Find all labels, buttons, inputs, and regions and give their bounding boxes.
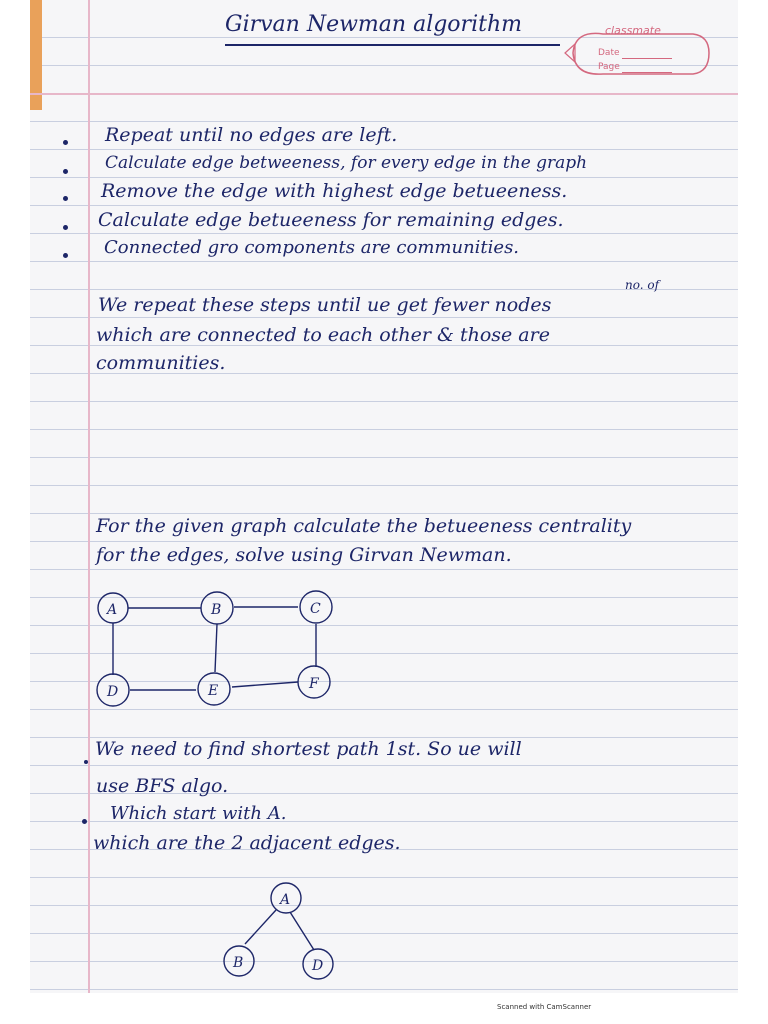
note-line: use BFS algo.	[96, 775, 229, 797]
node-label: F	[309, 676, 319, 692]
node-label: D	[312, 958, 324, 974]
paragraph-line: We repeat these steps until ue get fewer nodes	[98, 294, 552, 316]
step-item: Repeat until no edges are left.	[105, 124, 398, 146]
edge-a-b-small	[245, 910, 276, 944]
problem-line: for the edges, solve using Girvan Newman.	[96, 544, 512, 566]
step-item: Calculate edge betweeness, for every edge in the graph	[105, 153, 588, 173]
page-title: Girvan Newman algorithm	[225, 12, 522, 37]
paragraph-line: communities.	[96, 352, 226, 374]
paragraph-line: which are connected to each other & those are	[96, 324, 550, 346]
edge-b-e	[215, 624, 217, 672]
annotation: no. of	[625, 278, 660, 292]
note-line: Which start with A.	[110, 803, 287, 824]
date-label: Date	[598, 48, 620, 58]
step-item: Remove the edge with highest edge betueeness.	[101, 180, 568, 202]
scanner-credit: Scanned with CamScanner	[497, 1003, 592, 1011]
node-label: A	[280, 892, 291, 908]
node-label: E	[208, 683, 219, 699]
bullet-dot	[82, 819, 87, 824]
node-label: B	[233, 955, 244, 971]
step-item: Connected gro components are communities.	[104, 237, 520, 258]
node-label: A	[107, 602, 118, 618]
problem-line: For the given graph calculate the betueeness centrality	[96, 515, 632, 537]
node-label: D	[107, 684, 119, 700]
bullet-dot	[84, 760, 88, 764]
edge-e-f	[232, 682, 298, 687]
node-label: C	[310, 601, 321, 617]
classmate-brand: classmate	[605, 24, 661, 37]
note-line: which are the 2 adjacent edges.	[93, 832, 401, 854]
page-label: Page	[598, 62, 620, 72]
step-item: Calculate edge betueeness for remaining edges.	[98, 209, 564, 231]
edge-a-d-small	[290, 912, 314, 950]
node-label: B	[211, 602, 222, 618]
note-line: We need to find shortest path 1st. So ue will	[95, 738, 522, 760]
